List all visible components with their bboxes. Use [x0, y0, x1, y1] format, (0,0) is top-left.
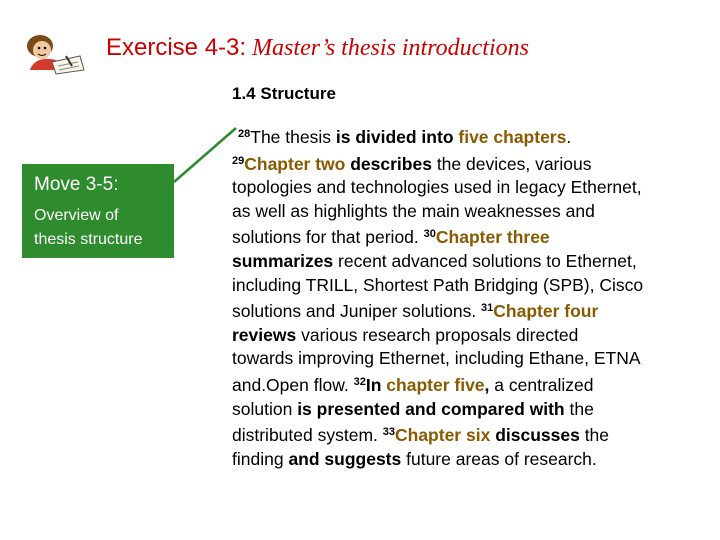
body-text-run: including TRILL, Shortest Path Bridging (SPB), Cisco	[232, 274, 644, 295]
title-lead: Exercise 4-3:	[106, 34, 247, 61]
body-text-run: as well as highlights the main weaknesses and	[232, 200, 595, 221]
highlighted-text: Chapter four	[493, 301, 599, 322]
sentence-number: 33	[382, 426, 395, 439]
paragraph-line	[232, 250, 710, 274]
paragraph-line	[232, 421, 710, 448]
paragraph-line	[232, 297, 710, 324]
body-text-run: solutions and Juniper solutions.	[232, 301, 482, 322]
bold-text: describes	[350, 153, 432, 174]
body-text-run: the	[579, 425, 610, 446]
sentence-number: 28	[238, 128, 251, 140]
body-text-run: a centralized	[494, 374, 594, 395]
student-writing-icon	[22, 26, 92, 76]
paragraph-line	[232, 176, 710, 200]
paragraph-line	[232, 223, 710, 250]
connector-line	[170, 124, 240, 186]
sentence-number: 32	[353, 375, 366, 388]
move-label-box	[22, 164, 174, 258]
paragraph-line	[232, 200, 710, 224]
body-text-run: distributed system.	[232, 425, 383, 446]
body-text-run: recent advanced solutions to Ethernet,	[333, 250, 637, 271]
paragraph-line	[232, 398, 710, 422]
bold-text: discusses	[495, 425, 580, 446]
body-text-run: the devices, various	[431, 153, 592, 174]
structure-paragraph	[232, 123, 710, 471]
highlighted-text: five chapters	[458, 127, 567, 147]
body-text-run: towards improving Ethernet, including Ethane, ETNA	[232, 348, 641, 369]
sentence-number: 30	[423, 228, 436, 241]
body-text-run: and.Open flow.	[232, 374, 354, 395]
bold-text: summarizes	[232, 250, 334, 271]
body-text-run: the	[564, 398, 594, 419]
paragraph-line	[232, 274, 710, 298]
body-text-run: finding	[232, 448, 289, 469]
move-subtitle: Overview of thesis structure	[34, 207, 143, 248]
paragraph-line	[232, 123, 710, 150]
bold-text: ,	[484, 374, 495, 395]
page-title	[106, 34, 529, 62]
paragraph-line	[232, 324, 710, 348]
paragraph-line	[232, 371, 710, 398]
bold-text: is divided into	[335, 127, 459, 147]
paragraph-line	[232, 150, 710, 177]
body-text-run: solutions for that period.	[232, 227, 424, 248]
sentence-number: 29	[232, 154, 245, 167]
bold-text: reviews	[232, 324, 297, 345]
highlighted-text: Chapter three	[435, 227, 550, 248]
body-text-run: future areas of research.	[401, 448, 597, 469]
highlighted-text: Chapter two	[244, 153, 351, 174]
section-heading: 1.4 Structure	[232, 84, 336, 103]
body-text-run: The thesis	[250, 127, 336, 147]
title-rest: Master’s thesis introductions	[246, 35, 529, 61]
body-text-run: solution	[232, 398, 298, 419]
sentence-number: 31	[481, 302, 494, 315]
bold-text: In	[365, 374, 387, 395]
bold-text: and suggests	[288, 448, 402, 469]
move-title: Move 3-5:	[34, 174, 119, 195]
paragraph-line	[232, 347, 710, 371]
body-text-run: .	[566, 127, 572, 147]
paragraph-line	[232, 448, 710, 472]
body-text-run: various research proposals directed	[296, 324, 579, 345]
body-text-run: topologies and technologies used in legacy Ethernet,	[232, 177, 642, 198]
bold-text: is presented and compared with	[297, 398, 565, 419]
highlighted-text: chapter five	[386, 374, 485, 395]
highlighted-text: Chapter six	[395, 425, 496, 446]
